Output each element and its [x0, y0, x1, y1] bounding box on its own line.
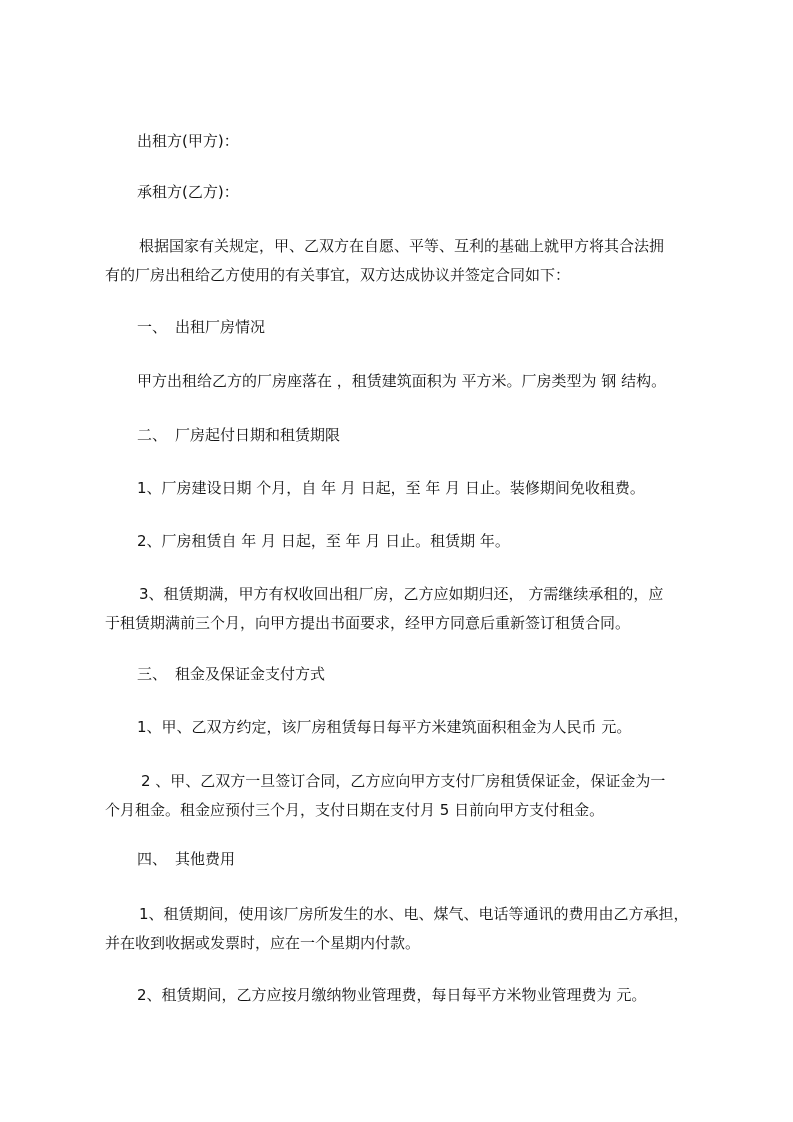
section-2-heading: [137, 421, 340, 450]
section-2-paragraph-2: 2、厂房租赁自 年 月 日起，至 年 月 日止。租赁期 年。: [137, 532, 510, 550]
section-1-number: 一、: [137, 318, 168, 336]
section-3-paragraph-2: [105, 767, 725, 825]
section-1-heading: [137, 313, 265, 342]
lessor-line: 出租方(甲方)：: [137, 132, 239, 150]
section-1-title: 出租厂房情况: [175, 318, 266, 336]
section-2-paragraph-1: 1、厂房建设日期 个月，自 年 月 日起，至 年 月 日止。装修期间免收租费。: [137, 479, 645, 497]
section-3-p2-line-2: 个月租金。租金应预付三个月，支付日期在支付月 5 日前向甲方支付租金。: [105, 801, 605, 819]
section-4-paragraph-1: [105, 900, 725, 958]
section-3-title: 租金及保证金支付方式: [175, 665, 326, 683]
intro-paragraph: [105, 232, 725, 290]
section-2-p3-line-2: 于租赁期满前三个月，向甲方提出书面要求，经甲方同意后重新签订租赁合同。: [105, 614, 631, 632]
section-2-title: 厂房起付日期和租赁期限: [175, 426, 341, 444]
section-2-number: 二、: [137, 426, 168, 444]
section-3-number: 三、: [137, 665, 168, 683]
lessee-line: 承租方(乙方)：: [137, 183, 239, 201]
section-3-paragraph-1: 1、甲、乙双方约定，该厂房租赁每日每平方米建筑面积租金为人民币 元。: [137, 718, 632, 736]
section-3-heading: [137, 660, 325, 689]
intro-line-2: 有的厂房出租给乙方使用的有关事宜，双方达成协议并签定合同如下：: [105, 266, 571, 284]
section-4-p1-line-1: 1、租赁期间，使用该厂房所发生的水、电、煤气、电话等通讯的费用由乙方承担，: [139, 905, 689, 923]
section-1-paragraph-1: 甲方出租给乙方的厂房座落在 ，租赁建筑面积为 平方米。厂房类型为 钢 结构。: [137, 372, 667, 390]
section-4-paragraph-2: 2、租赁期间，乙方应按月缴纳物业管理费，每日每平方米物业管理费为 元。: [137, 986, 647, 1004]
section-2-paragraph-3: [105, 580, 725, 638]
section-4-title: 其他费用: [175, 850, 236, 868]
section-2-p3-line-1: 3、租赁期满，甲方有权收回出租厂房，乙方应如期归还， 方需继续承租的，应: [139, 585, 664, 603]
intro-line-1: 根据国家有关规定，甲、乙双方在自愿、平等、互利的基础上就甲方将其合法拥: [139, 237, 665, 255]
section-4-heading: [137, 845, 235, 874]
section-4-number: 四、: [137, 850, 168, 868]
section-4-p1-line-2: 并在收到收据或发票时，应在一个星期内付款。: [105, 934, 421, 952]
section-3-p2-line-1: 2 、甲、乙双方一旦签订合同，乙方应向甲方支付厂房租赁保证金，保证金为一: [141, 772, 666, 790]
